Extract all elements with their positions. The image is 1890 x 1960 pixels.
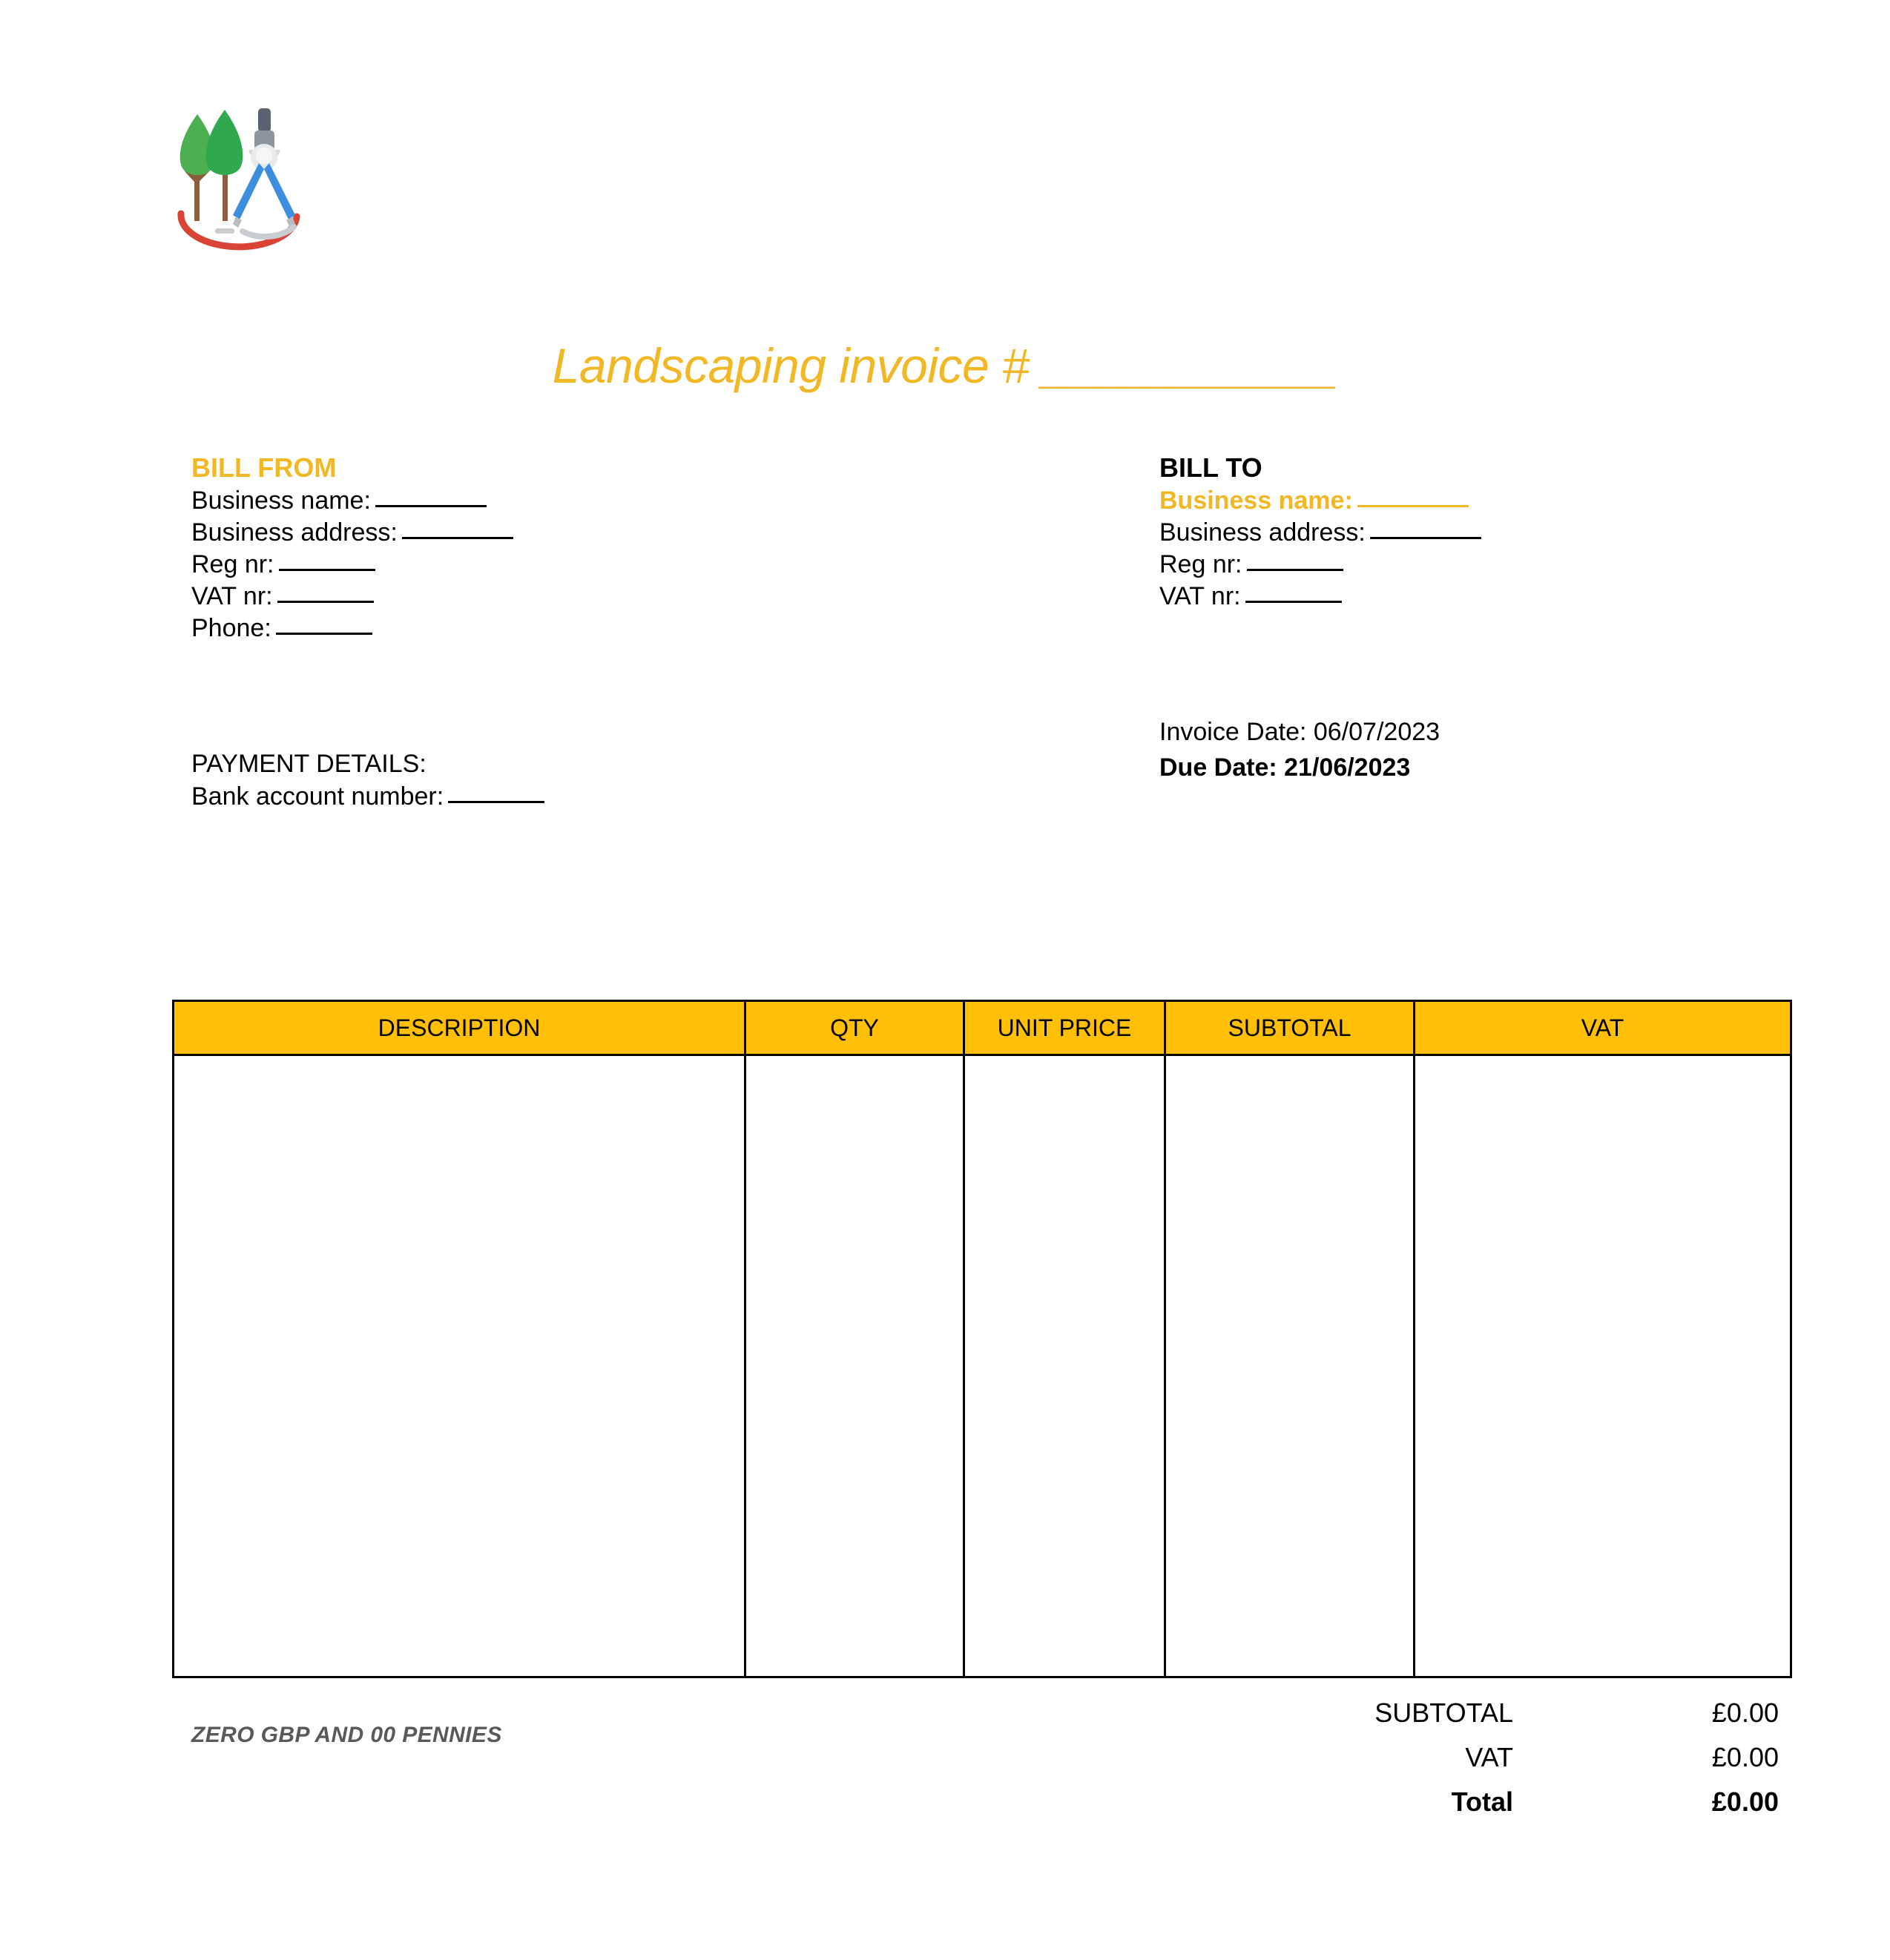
totals-subtotal-label: SUBTOTAL	[1374, 1697, 1513, 1728]
bank-account-number-label: Bank account number:	[191, 782, 444, 811]
bill-from-section	[191, 451, 859, 644]
line-items-table	[172, 1000, 1792, 1678]
bill-from-reg-nr-input[interactable]	[279, 569, 375, 571]
bill-from-reg-nr-label: Reg nr:	[191, 550, 274, 578]
cell-unit-price[interactable]	[964, 1055, 1165, 1677]
totals-total-label: Total	[1451, 1786, 1513, 1817]
column-header-unit-price: UNIT PRICE	[964, 1001, 1165, 1055]
cell-vat[interactable]	[1415, 1055, 1791, 1677]
bill-from-reg-nr-row	[191, 549, 859, 581]
bill-from-business-name-row	[191, 485, 859, 517]
table-row	[174, 1055, 1791, 1677]
cell-qty[interactable]	[745, 1055, 964, 1677]
due-date: Due Date: 21/06/2023	[1159, 753, 1411, 782]
bill-to-business-name-row	[1159, 485, 1827, 517]
bill-from-vat-nr-label: VAT nr:	[191, 582, 273, 610]
totals-section	[1098, 1697, 1779, 1831]
column-header-qty: QTY	[745, 1001, 964, 1055]
bill-from-phone-input[interactable]	[276, 633, 372, 635]
totals-vat-label: VAT	[1465, 1742, 1513, 1772]
bill-to-heading: BILL TO	[1159, 452, 1262, 483]
line-items-table-body	[174, 1055, 1791, 1677]
column-header-subtotal: SUBTOTAL	[1165, 1001, 1415, 1055]
page-title: Landscaping invoice # ___________	[552, 338, 1338, 393]
bill-from-business-address-label: Business address:	[191, 518, 398, 547]
bill-from-business-address-input[interactable]	[402, 537, 513, 539]
bill-to-business-address-label: Business address:	[1159, 518, 1366, 547]
landscaping-logo	[165, 104, 320, 252]
bill-from-heading: BILL FROM	[191, 452, 337, 483]
line-items-table-head	[174, 1001, 1791, 1055]
bill-to-vat-nr-input[interactable]	[1245, 601, 1342, 603]
bill-from-phone-label: Phone:	[191, 614, 271, 642]
bill-to-business-address-input[interactable]	[1370, 537, 1481, 539]
bill-to-vat-nr-label: VAT nr:	[1159, 582, 1241, 610]
totals-total-value: £0.00	[1711, 1786, 1779, 1817]
bill-to-reg-nr-input[interactable]	[1247, 569, 1343, 571]
bill-from-business-address-row	[191, 517, 859, 549]
payment-details-heading: PAYMENT DETAILS:	[191, 750, 427, 778]
bill-to-business-name-input[interactable]	[1357, 505, 1469, 507]
totals-row-total	[1098, 1786, 1779, 1831]
totals-row-subtotal	[1098, 1697, 1779, 1742]
column-header-description: DESCRIPTION	[174, 1001, 745, 1055]
bill-from-business-name-label: Business name:	[191, 486, 371, 515]
payment-details-section	[191, 748, 859, 813]
bill-to-vat-nr-row	[1159, 581, 1827, 613]
totals-subtotal-value: £0.00	[1711, 1697, 1779, 1728]
totals-vat-value: £0.00	[1711, 1742, 1779, 1772]
bill-from-phone-row	[191, 613, 859, 644]
cell-subtotal[interactable]	[1165, 1055, 1415, 1677]
bill-to-reg-nr-label: Reg nr:	[1159, 550, 1242, 578]
bill-from-vat-nr-input[interactable]	[277, 601, 374, 603]
bill-to-reg-nr-row	[1159, 549, 1827, 581]
bill-from-vat-nr-row	[191, 581, 859, 613]
bill-to-business-name-label: Business name:	[1159, 486, 1353, 515]
bank-account-number-row	[191, 781, 859, 813]
bill-to-section	[1159, 451, 1827, 613]
landscaping-logo-icon	[165, 104, 320, 252]
bill-to-business-address-row	[1159, 517, 1827, 549]
bank-account-number-input[interactable]	[448, 801, 544, 803]
bill-from-business-name-input[interactable]	[375, 505, 487, 507]
invoice-dates-section	[1159, 714, 1827, 785]
totals-row-vat	[1098, 1742, 1779, 1786]
table-header-row	[174, 1001, 1791, 1055]
invoice-date: Invoice Date: 06/07/2023	[1159, 718, 1440, 746]
amount-in-words: ZERO GBP AND 00 PENNIES	[191, 1723, 502, 1747]
column-header-vat: VAT	[1415, 1001, 1791, 1055]
cell-description[interactable]	[174, 1055, 745, 1677]
